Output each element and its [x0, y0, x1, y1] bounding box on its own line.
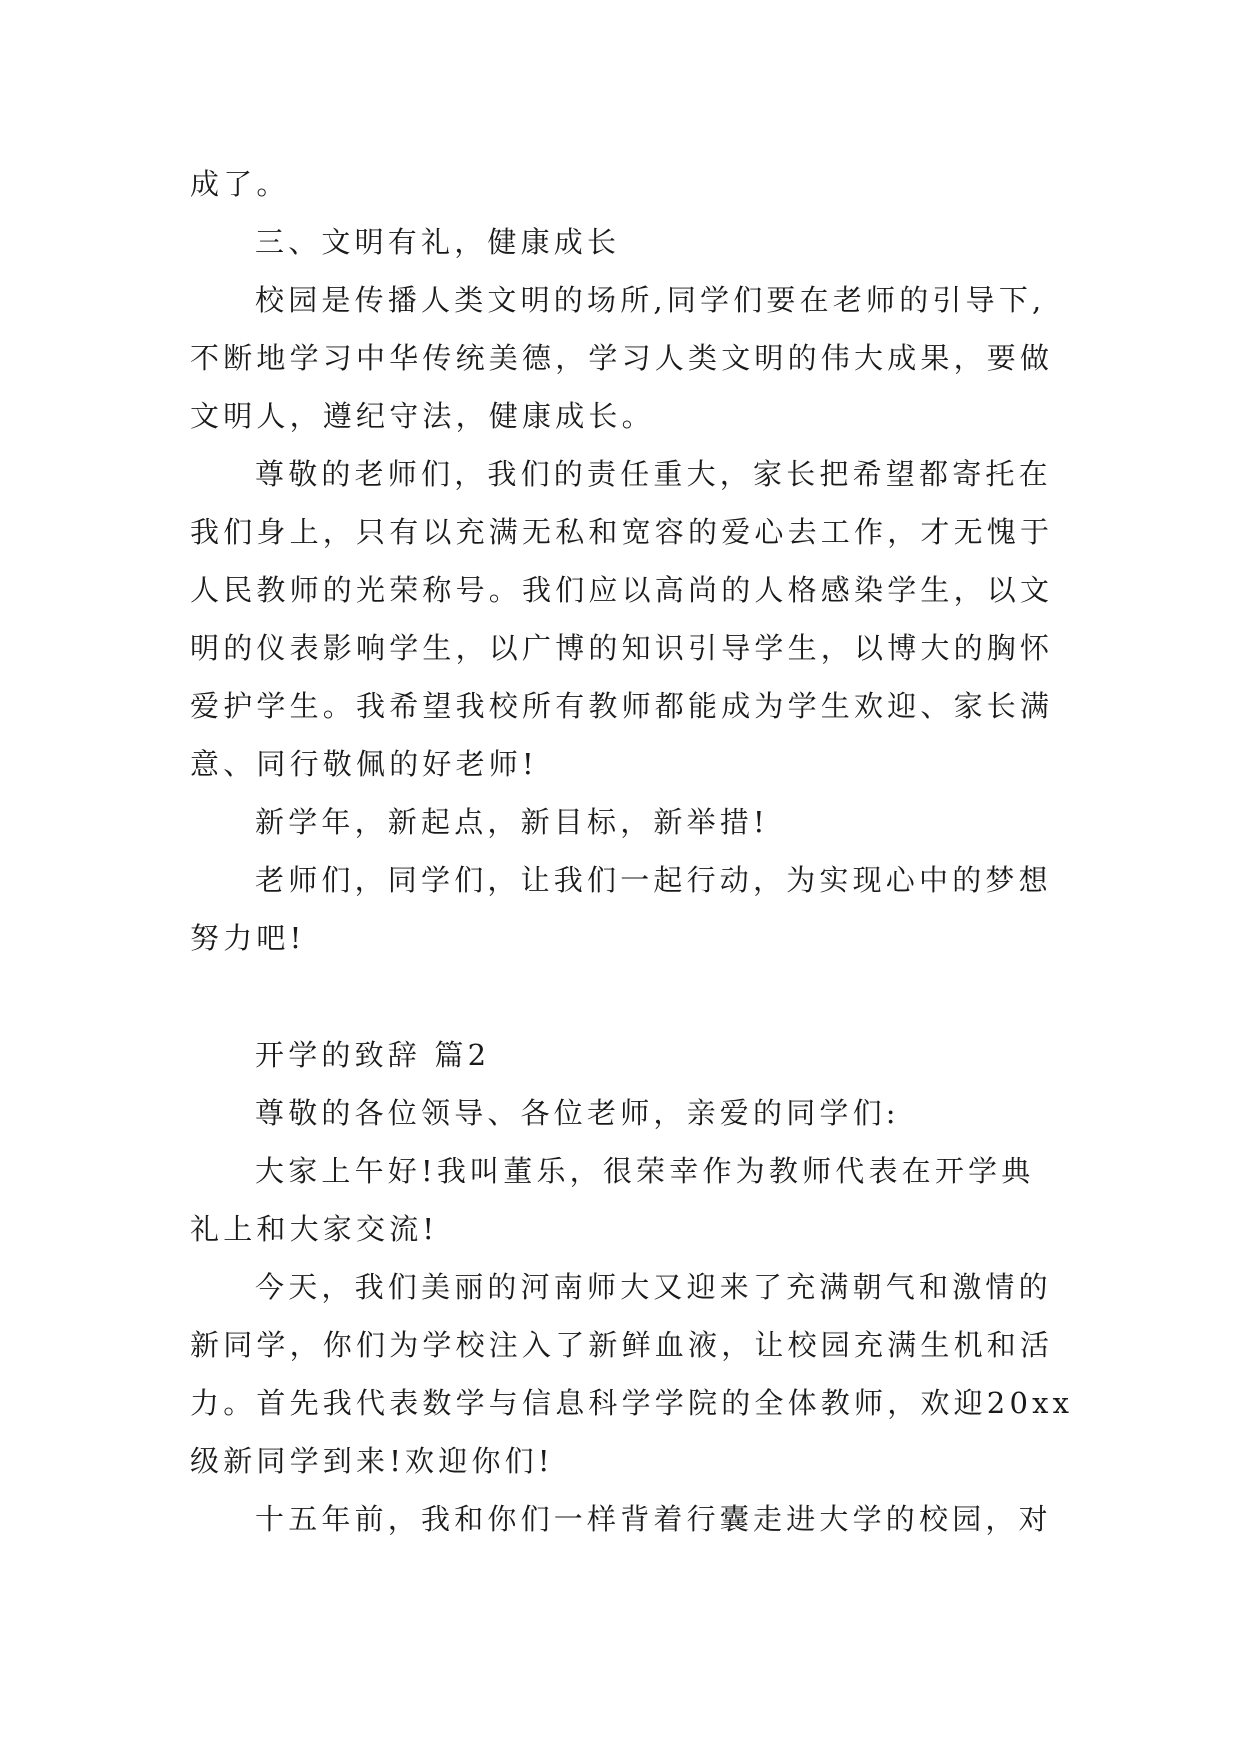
paragraph-line: 新学年，新起点，新目标，新举措! [255, 805, 769, 839]
paragraph-line: 级新同学到来!欢迎你们! [190, 1444, 554, 1478]
paragraph-line: 大家上午好!我叫董乐，很荣幸作为教师代表在开学典 [255, 1154, 1035, 1188]
paragraph-line: 人民教师的光荣称号。我们应以高尚的人格感染学生，以文 [190, 573, 1054, 607]
paragraph-line: 礼上和大家交流! [190, 1212, 439, 1246]
paragraph-line: 老师们，同学们，让我们一起行动，为实现心中的梦想 [255, 863, 1052, 897]
paragraph-line: 明的仪表影响学生，以广博的知识引导学生，以博大的胸怀 [190, 631, 1054, 665]
salutation: 尊敬的各位领导、各位老师，亲爱的同学们: [255, 1096, 900, 1130]
paragraph-line: 新同学，你们为学校注入了新鲜血液，让校园充满生机和活 [190, 1328, 1054, 1362]
paragraph-line: 尊敬的老师们，我们的责任重大，家长把希望都寄托在 [255, 457, 1052, 491]
paragraph-line: 力。首先我代表数学与信息科学学院的全体教师，欢迎20xx [190, 1386, 1074, 1420]
paragraph-line: 意、同行敬佩的好老师! [190, 747, 538, 781]
article-title: 开学的致辞 篇2 [255, 1038, 491, 1072]
paragraph-line: 努力吧! [190, 921, 306, 955]
paragraph-line: 十五年前，我和你们一样背着行囊走进大学的校园，对 [255, 1502, 1052, 1536]
section-heading: 三、文明有礼，健康成长 [255, 225, 621, 259]
paragraph-line: 校园是传播人类文明的场所,同学们要在老师的引导下, [255, 283, 1046, 317]
paragraph-line: 文明人，遵纪守法，健康成长。 [190, 399, 655, 433]
paragraph-line: 爱护学生。我希望我校所有教师都能成为学生欢迎、家长满 [190, 689, 1054, 723]
paragraph-line: 我们身上，只有以充满无私和宽容的爱心去工作，才无愧于 [190, 515, 1054, 549]
text-line: 成了。 [190, 167, 290, 201]
paragraph-line: 不断地学习中华传统美德，学习人类文明的伟大成果，要做 [190, 341, 1054, 375]
paragraph-line: 今天，我们美丽的河南师大又迎来了充满朝气和激情的 [255, 1270, 1052, 1304]
